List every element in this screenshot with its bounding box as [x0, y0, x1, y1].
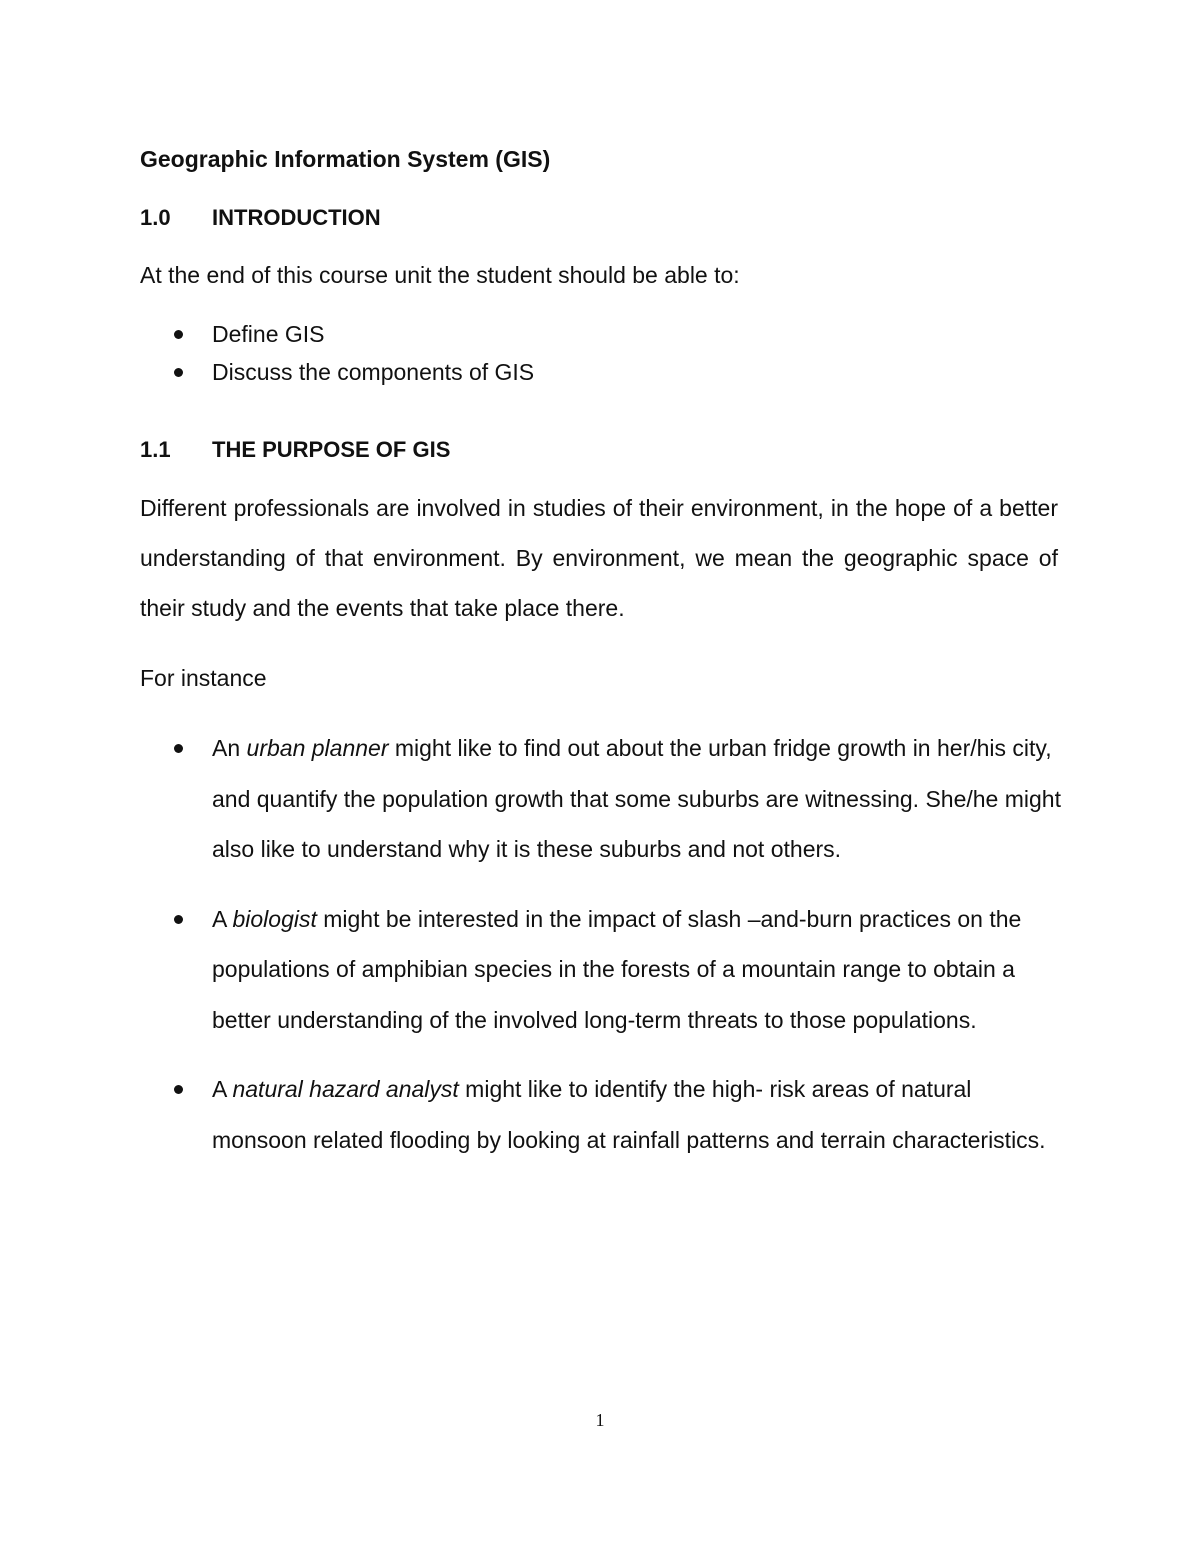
example-text: might like to find out about the urban fridge growth in her/his city, and quantify the population growth that some suburbs are witnessing. She/he might also like to understand why it is these suburbs and not others.	[212, 735, 1061, 862]
example-text: might like to identify the high- risk areas of natural monsoon related flooding by looking at rainfall patterns and terrain characteristics.	[212, 1076, 1046, 1153]
purpose-paragraph: Different professionals are involved in studies of their environment, in the hope of a better understanding of that environment. By environment, we mean the geographic space of their study and the events that take place there.	[140, 495, 1058, 621]
example-text: might be interested in the impact of slash –and-burn practices on the populations of amphibian species in the forests of a mountain range to obtain a better understanding of the involved long-term threats to those populations.	[212, 905, 1022, 1033]
list-item	[140, 353, 1080, 391]
page-number: 1	[595, 1410, 605, 1430]
section-heading-purpose	[140, 437, 450, 463]
bullet-icon	[174, 368, 183, 377]
example-role: natural hazard analyst	[232, 1076, 459, 1102]
bullet-icon	[174, 1085, 183, 1094]
list-item	[140, 894, 1062, 1046]
example-prefix: A	[212, 1076, 233, 1102]
objectives-lead: At the end of this course unit the student should be able to:	[140, 262, 740, 288]
example-prefix: An	[212, 735, 247, 761]
section-number: 1.1	[140, 437, 171, 462]
objectives-list	[140, 315, 1080, 391]
for-instance-label: For instance	[140, 665, 267, 691]
bullet-icon	[174, 744, 183, 753]
list-item-text: Discuss the components of GIS	[212, 359, 535, 385]
example-role: biologist	[232, 905, 317, 932]
section-title: INTRODUCTION	[212, 205, 381, 230]
example-prefix: A	[212, 905, 233, 932]
list-item	[140, 315, 1080, 353]
list-item-text: Define GIS	[212, 321, 325, 347]
document-title: Geographic Information System (GIS)	[140, 146, 551, 172]
list-item	[140, 1064, 1062, 1165]
examples-list	[140, 723, 1080, 1184]
example-role: urban planner	[246, 735, 389, 761]
section-title: THE PURPOSE OF GIS	[212, 437, 451, 462]
section-number: 1.0	[140, 205, 171, 230]
bullet-icon	[174, 330, 183, 339]
list-item	[140, 723, 1062, 875]
bullet-icon	[174, 915, 183, 924]
section-heading-introduction	[140, 205, 381, 231]
